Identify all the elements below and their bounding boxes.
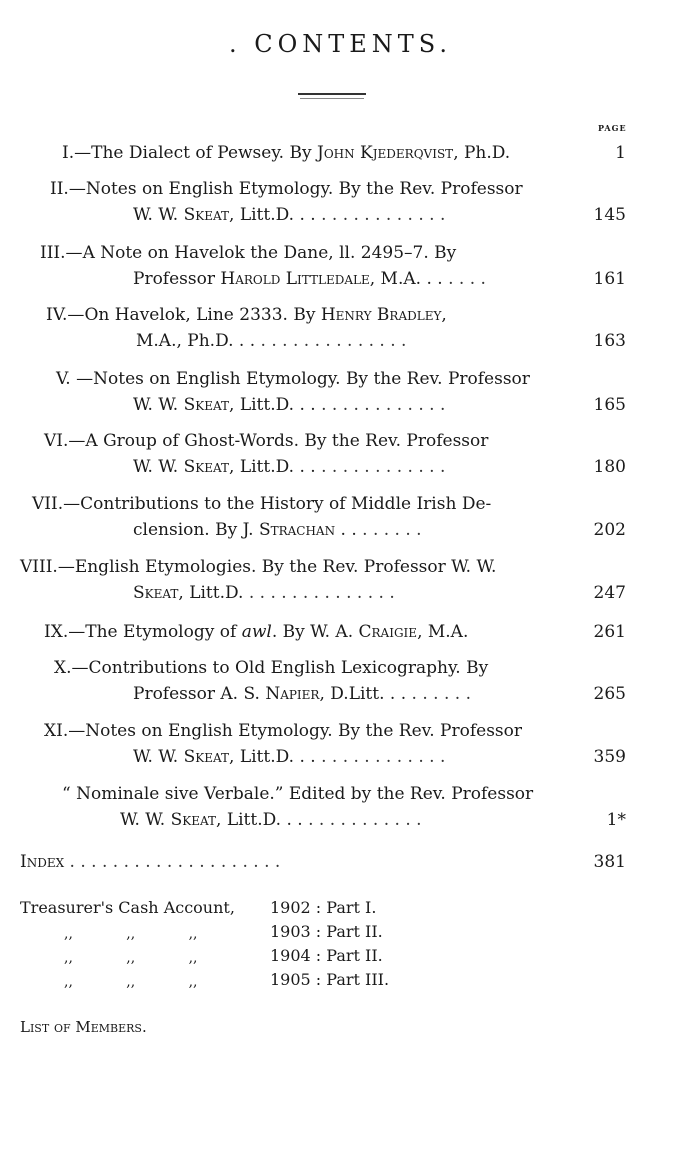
toc-entry-6: VI.—A Group of Ghost-Words. By the Rev. Professor — [44, 431, 489, 451]
toc-page-2: 145 — [593, 205, 626, 225]
toc-page-11: 359 — [593, 747, 626, 767]
toc-entry-7-line2: clension. By J. Strachan . . . . . . . . — [133, 520, 422, 540]
toc-entry-nominale-line2: W. W. Skeat, Litt.D. . . . . . . . . . . . . . — [120, 810, 422, 830]
index-page: 381 — [593, 852, 626, 872]
page-column-label: PAGE — [598, 123, 627, 133]
toc-page-5: 165 — [593, 395, 626, 415]
account-row-4: 1905 : Part III. — [270, 970, 390, 989]
toc-entry-9: IX.—The Etymology of awl. By W. A. Craigie, M.A. — [44, 622, 469, 642]
toc-entry-5-line2: W. W. Skeat, Litt.D. . . . . . . . . . . . . . . — [133, 395, 446, 415]
toc-page-1: 1 — [615, 143, 626, 163]
toc-entry-3: III.—A Note on Havelok the Dane, ll. 2495–7. By — [40, 243, 457, 263]
toc-entry-1: I.—The Dialect of Pewsey. By John Kjederqvist, Ph.D. — [62, 143, 511, 163]
toc-entry-nominale: “ Nominale sive Verbale.” Edited by the Rev. Professor — [62, 784, 534, 804]
account-ditto-2: ,, ,, ,, — [64, 926, 198, 942]
account-ditto-3: ,, ,, ,, — [64, 950, 198, 966]
account-row-3: 1904 : Part II. — [270, 946, 383, 965]
title-rule — [298, 93, 366, 95]
members-entry: List of Members. — [20, 1018, 147, 1036]
account-ditto-4: ,, ,, ,, — [64, 974, 198, 990]
toc-entry-2: II.—Notes on English Etymology. By the Rev. Professor — [50, 179, 523, 199]
toc-entry-11-line2: W. W. Skeat, Litt.D. . . . . . . . . . . . . . . — [133, 747, 446, 767]
toc-entry-4: IV.—On Havelok, Line 2333. By Henry Bradley, — [46, 305, 447, 325]
toc-page-8: 247 — [593, 583, 626, 603]
title-rule-thin — [300, 98, 364, 99]
accounts-label: Treasurer's Cash Account, — [20, 898, 235, 917]
toc-entry-11: XI.—Notes on English Etymology. By the Rev. Professor — [44, 721, 523, 741]
account-row-2: 1903 : Part II. — [270, 922, 383, 941]
toc-entry-10-line2: Professor A. S. Napier, D.Litt. . . . . . . . . — [133, 684, 471, 704]
toc-page-7: 202 — [593, 520, 626, 540]
toc-entry-10: X.—Contributions to Old English Lexicography. By — [54, 658, 489, 678]
toc-entry-3-line2: Professor Harold Littledale, M.A. . . . . . . — [133, 269, 486, 289]
page-title: . CONTENTS. — [228, 30, 453, 58]
toc-page-4: 163 — [593, 331, 626, 351]
toc-entry-6-line2: W. W. Skeat, Litt.D. . . . . . . . . . . . . . . — [133, 457, 446, 477]
toc-entry-4-line2: M.A., Ph.D. . . . . . . . . . . . . . . . . — [136, 331, 407, 351]
toc-entry-8: VIII.—English Etymologies. By the Rev. Professor W. W. — [20, 557, 497, 577]
toc-page-nominale: 1* — [606, 810, 626, 830]
toc-page-6: 180 — [593, 457, 626, 477]
toc-page-3: 161 — [593, 269, 626, 289]
toc-entry-7: VII.—Contributions to the History of Middle Irish De- — [32, 494, 492, 514]
toc-page-10: 265 — [593, 684, 626, 704]
account-row-1: 1902 : Part I. — [270, 898, 377, 917]
toc-entry-5: V. —Notes on English Etymology. By the Rev. Professor — [56, 369, 530, 389]
index-entry: Index . . . . . . . . . . . . . . . . . . . . — [20, 852, 281, 872]
toc-entry-8-line2: Skeat, Litt.D. . . . . . . . . . . . . . . — [133, 583, 395, 603]
toc-entry-2-line2: W. W. Skeat, Litt.D. . . . . . . . . . . . . . . — [133, 205, 446, 225]
toc-page-9: 261 — [593, 622, 626, 642]
